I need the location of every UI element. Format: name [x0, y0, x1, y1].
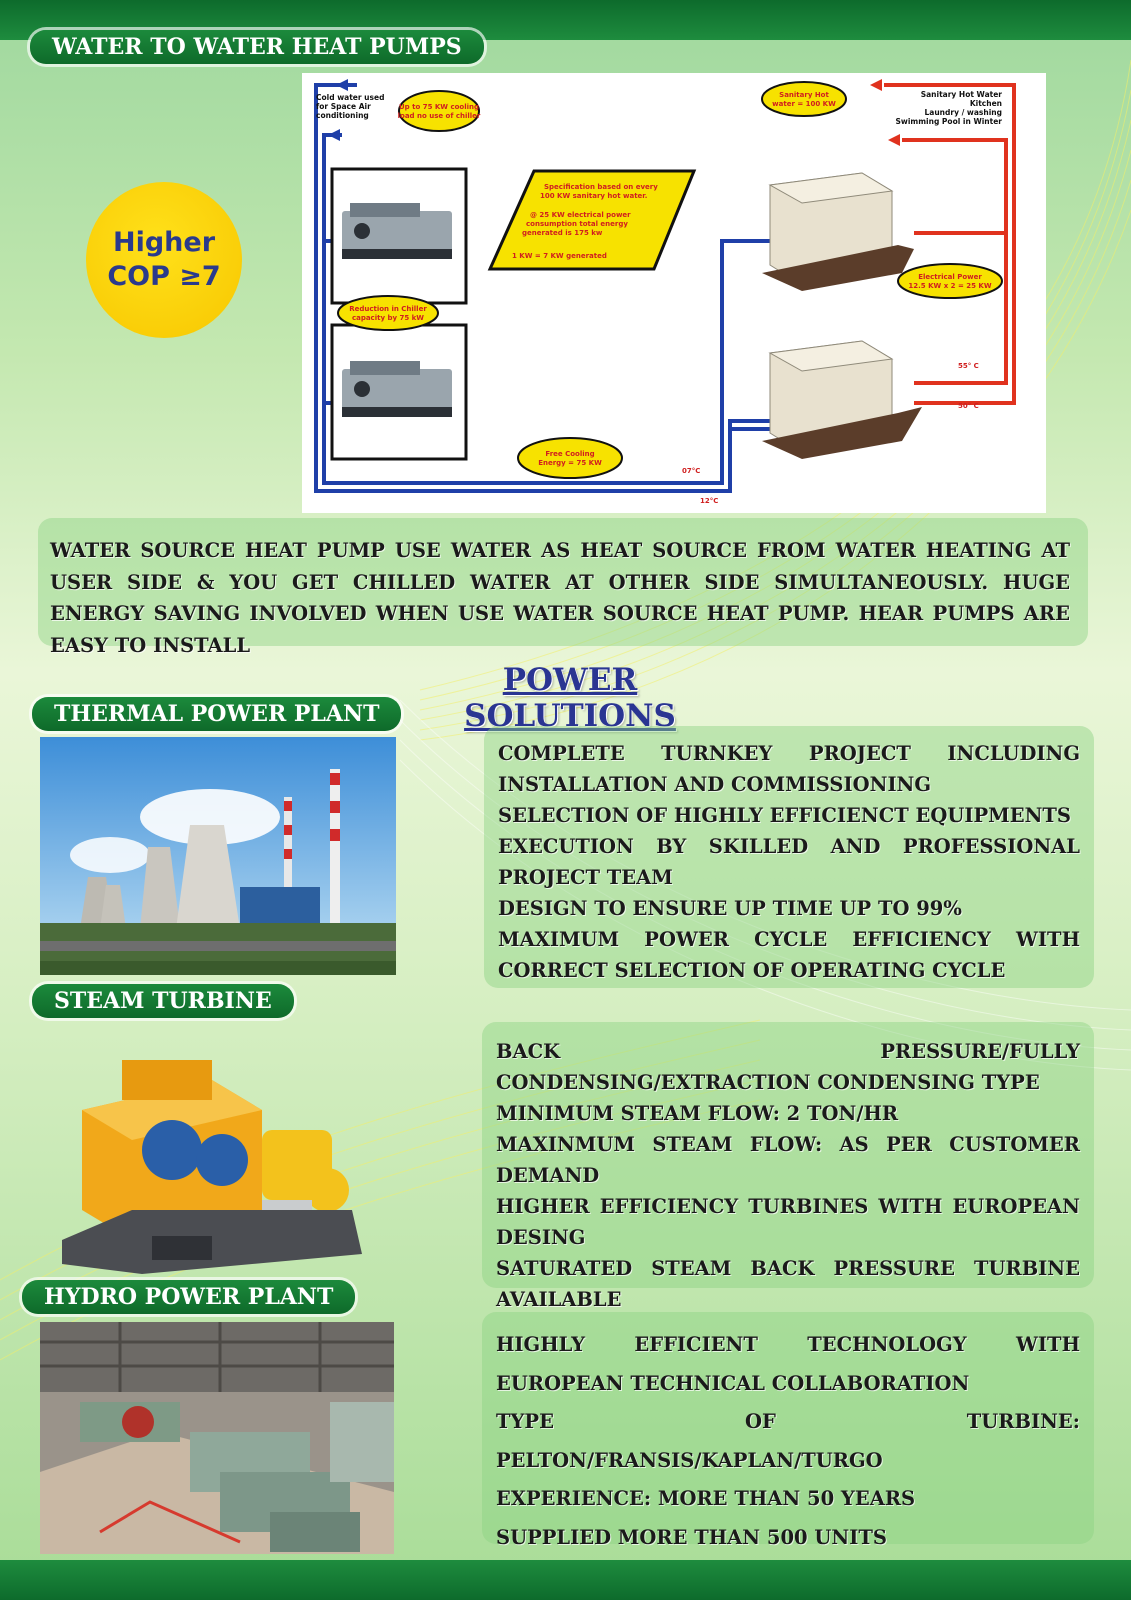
temp-12: 12°C [700, 497, 719, 505]
hydro-feature: HIGHLY EFFICIENT TECHNOLOGY WITH EUROPEAN TECHNICAL COLLABORATION [496, 1333, 1080, 1395]
thermal-feature: MAXIMUM POWER CYCLE EFFICIENCY WITH CORRECT SELECTION OF OPERATING CYCLE [498, 928, 1080, 982]
temp-50: 50° C [958, 402, 979, 410]
sanitary-hot-1: Sanitary Hot [779, 91, 829, 99]
description-box [38, 518, 1088, 657]
cold-water-note-2: for Space Air [316, 102, 371, 111]
cold-water-note-3: conditioning [316, 111, 369, 120]
spec-4: consumption total energy [526, 220, 628, 228]
header-title: WATER TO WATER HEAT PUMPS [30, 30, 484, 64]
usage-4: Swimming Pool in Winter [895, 117, 1002, 126]
chiller-reduction-1: Reduction in Chiller [349, 305, 427, 313]
steam-label: STEAM TURBINE [32, 984, 294, 1018]
heat-pump-unit [762, 341, 922, 459]
bottom-bar [0, 1560, 1131, 1600]
chiller-image [342, 203, 452, 259]
spec-2: 100 KW sanitary hot water. [540, 192, 648, 200]
temp-7: 07°C [682, 467, 701, 475]
hydro-features-box [482, 1312, 1094, 1549]
cop-badge-line1: Higher [112, 227, 216, 258]
thermal-feature: COMPLETE TURNKEY PROJECT INCLUDING INSTALLATION AND COMMISSIONING [498, 742, 1080, 796]
free-cooling-2: Energy = 75 KW [538, 459, 602, 467]
spec-3: @ 25 KW electrical power [530, 211, 631, 219]
thermal-feature: SELECTION OF HIGHLY EFFICIENCT EQUIPMENTS [498, 804, 1072, 827]
thermal-plant-photo [40, 737, 396, 975]
spec-5: generated is 175 kw [522, 229, 603, 237]
electrical-power-2: 12.5 KW x 2 = 25 KW [908, 282, 992, 290]
thermal-features-box [484, 726, 1094, 988]
cop-badge [86, 182, 242, 338]
steam-feature: BACK PRESSURE/FULLY CONDENSING/EXTRACTION CONDENSING TYPE [496, 1040, 1080, 1094]
power-solutions-title: POWER SOLUTIONS [464, 662, 676, 734]
hydro-feature: TYPE OF TURBINE: PELTON/FRANSIS/KAPLAN/TURGO [496, 1410, 1080, 1472]
diagram-svg [302, 73, 1046, 513]
chiller-reduction-2: capacity by 75 kW [351, 314, 425, 322]
thermal-label: THERMAL POWER PLANT [32, 697, 401, 731]
steam-features-box [482, 1022, 1094, 1311]
usage-1: Sanitary Hot Water [920, 90, 1002, 99]
electrical-power-1: Electrical Power [918, 273, 982, 281]
free-cooling-1: Free Cooling [545, 450, 595, 458]
spec-1: Specification based on every [544, 183, 658, 191]
steam-feature: MINIMUM STEAM FLOW: 2 TON/HR [496, 1102, 899, 1125]
steam-turbine-photo [62, 1040, 370, 1274]
cooling-load-2: load no use of chiller [397, 112, 481, 120]
thermal-feature: DESIGN TO ENSURE UP TIME UP TO 99% [498, 897, 962, 920]
temp-55: 55° C [958, 362, 979, 370]
sanitary-hot-2: water = 100 KW [772, 100, 836, 108]
description-text: WATER SOURCE HEAT PUMP USE WATER AS HEAT SOURCE FROM WATER HEATING AT USER SIDE & YOU GET CHILLED WATER AT OTHER SIDE SIMULTANEOUSLY. HUGE ENERGY SAVING INVOLVED WHEN USE WATER SOURCE HEAT PUMP. HEAR PUMPS ARE EASY TO INSTALL [50, 539, 1070, 657]
usage-2: Kitchen [969, 99, 1002, 108]
steam-feature: MAXINMUM STEAM FLOW: AS PER CUSTOMER DEMAND [496, 1133, 1080, 1187]
heat-pump-diagram [302, 73, 1046, 513]
cop-badge-line2: COP ≥7 [107, 261, 221, 292]
steam-feature: HIGHER EFFICIENCY TURBINES WITH EUROPEAN DESING [496, 1195, 1080, 1249]
steam-feature: SATURATED STEAM BACK PRESSURE TURBINE AVAILABLE [496, 1257, 1080, 1311]
hydro-label: HYDRO POWER PLANT [22, 1280, 355, 1314]
heat-pump-unit [762, 173, 914, 291]
spec-6: 1 KW = 7 KW generated [512, 252, 607, 260]
cooling-load-1: Up to 75 KW cooling [398, 103, 480, 111]
cold-water-note-1: Cold water used [316, 93, 385, 102]
usage-3: Laundry / washing [924, 108, 1002, 117]
hydro-feature: EXPERIENCE: MORE THAN 50 YEARS [496, 1487, 916, 1510]
chiller-image [342, 361, 452, 417]
thermal-feature: EXECUTION BY SKILLED AND PROFESSIONAL PROJECT TEAM [498, 835, 1080, 889]
hydro-plant-photo [40, 1322, 394, 1554]
hydro-feature: SUPPLIED MORE THAN 500 UNITS [496, 1525, 887, 1549]
